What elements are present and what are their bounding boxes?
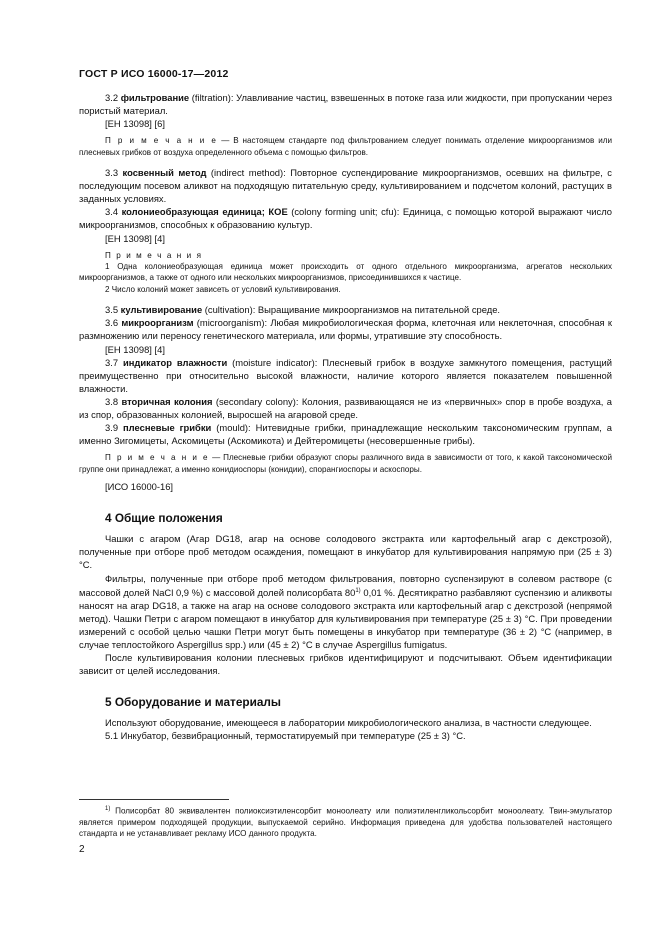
footnote-mark: 1) <box>105 806 111 812</box>
term-number: 3.3 <box>105 167 119 179</box>
section-4-heading: 4 Общие положения <box>105 511 223 526</box>
term-name: микроорганизм <box>121 317 194 329</box>
document-header: ГОСТ Р ИСО 16000-17—2012 <box>79 68 229 80</box>
term-3-7 <box>79 356 612 395</box>
term-number: 3.5 <box>105 304 119 316</box>
term-number: 3.2 <box>105 92 119 103</box>
section-4-paragraph-1: Чашки с агаром (Агар DG18, агар на основе солодового экстракта или картофельный агар с декстрозой), полученные при отборе проб методом осаждения, помещают в инкубатор для культивирования напрямую при (25 ± 3) °С. <box>79 533 612 571</box>
note-label: П р и м е ч а н и е <box>105 136 218 146</box>
term-name: индикатор влажности <box>123 356 228 368</box>
note-item-2: 2 Число колоний может зависеть от условий культивирования. <box>105 284 341 294</box>
term-name: фильтрование <box>120 92 190 103</box>
term-reference: [ИСО 16000-16] <box>105 481 174 493</box>
term-definition: (indirect method): Повторное суспендирование микроорганизмов, осевших на фильтре, с последующим посевом аликвот на подходящую питательную среду, культивированием и подсчетом колоний, растущих в заданных условиях. <box>79 167 612 205</box>
term-definition: (filtration): Улавливание частиц, взвешенных в потоке газа или жидкости, при пропускании через пористый материал. <box>79 92 613 117</box>
document-body <box>79 91 612 743</box>
term-number: 3.6 <box>105 317 119 329</box>
section-4-paragraph-3: После культивирования колонии плесневых грибков идентифицируют и подсчитывают. Объем идентификации зависит от целей исследования. <box>79 652 612 677</box>
term-name: колониеобразующая единица; КОЕ <box>121 206 288 218</box>
page-number: 2 <box>79 844 85 855</box>
term-number: 3.9 <box>105 422 119 434</box>
term-definition: (secondary colony): Колония, развивающаяся не из «первичных» спор в пробе воздуха, а из спор, образованных колонией, выросшей на агаровой среде. <box>79 395 613 421</box>
note-3-9 <box>79 452 612 475</box>
term-3-9 <box>79 421 612 447</box>
note-item-1: 1 Одна колониеобразующая единица может происходить от одного отдельного микроорганизма, агрегатов нескольких микроорганизмов, а также от одного или нескольких микроорганизмов, присоединившихся к частице. <box>79 262 612 283</box>
note-text: — Плесневые грибки образуют споры различного вида в зависимости от того, к какой таксономической группе они принадлежат, а именно конидиоспоры (конидии), спорангиоспоры и аскоспоры. <box>79 453 612 474</box>
footnote-divider <box>79 799 229 800</box>
term-name: вторичная колония <box>121 395 213 407</box>
term-name: косвенный метод <box>122 167 207 179</box>
term-reference: [ЕН 13098] [6] <box>105 118 165 130</box>
term-definition: (cultivation): Выращивание микроорганизмов на питательной среде. <box>202 304 501 316</box>
term-name: плесневые грибки <box>123 422 212 434</box>
term-name: культивирование <box>120 304 203 316</box>
term-definition: (moisture indicator): Плесневый грибок в воздухе замкнутого помещения, растущий преимущественно при относительно высокой влажности, наличие которого является показателем повышенной влажности. <box>79 356 612 394</box>
section-5-heading: 5 Оборудование и материалы <box>105 695 281 710</box>
footnote <box>79 804 612 839</box>
term-number: 3.4 <box>105 206 119 218</box>
term-reference: [ЕН 13098] [4] <box>105 343 165 355</box>
term-3-6 <box>79 316 612 342</box>
term-definition: (microorganism): Любая микробиологическая форма, клеточная или неклеточная, способная к размножению или переносу генетического материала, или формы, утратившие эту способность. <box>79 317 612 342</box>
term-3-4 <box>79 205 612 231</box>
section-5-item-5-1: 5.1 Инкубатор, безвибрационный, термостатируемый при температуре (25 ± 3) °С. <box>105 730 466 742</box>
note-text: — В настоящем стандарте под фильтрованием следует понимать отделение микроорганизмов или плесневых грибков от воздуха определенного объема с помощью фильтров. <box>79 136 612 157</box>
footnote-ref: 1) <box>355 587 361 594</box>
term-definition: (colony forming unit; cfu): Единица, с помощью которой выражают число микроорганизмов, способных к образованию культур. <box>79 206 612 231</box>
notes-label: П р и м е ч а н и я <box>105 250 203 260</box>
term-reference: [ЕН 13098] [4] <box>105 232 165 244</box>
section-5-paragraph-1: Используют оборудование, имеющееся в лаборатории микробиологического анализа, в частности следующее. <box>105 717 592 729</box>
term-3-5 <box>79 303 612 316</box>
term-definition: (mould): Нитевидные грибки, принадлежащие нескольким таксономическим группам, а именно Зигомицеты, Аскомицеты (Аскомикота) и Дейтеромицеты (несовершенные грибы). <box>79 422 612 447</box>
term-3-2 <box>79 91 612 117</box>
term-number: 3.7 <box>105 356 119 368</box>
term-number: 3.8 <box>105 395 119 407</box>
footnote-text: Полисорбат 80 эквивалентен полиоксиэтиленсорбит моноолеату или полиэтиленгликольсорбит моноолеату. Твин-эмульгатор является примером подходящей продукции, выпускаемой серийно. Информация приведена для удобства пользователей настоящего стандарта и не устанавливает рекламу ИСО данного продукта. <box>79 806 612 839</box>
term-3-3 <box>79 166 612 205</box>
note-label: П р и м е ч а н и е <box>105 453 210 463</box>
section-4-paragraph-2: Фильтры, полученные при отборе проб методом фильтрования, повторно суспензируют в солевом растворе (с массовой долей NaCl 0,9 %) с массовой долей полисорбата 80$^{1)}$ 0,01 %. Десятикратно разбавляют суспензию и аликвоты наносят на агар DG18, а также на агар на основе солодового экстракта или картофельный агар с декстрозой (непрямой метод). Чашки Петри с агаром помещают в инкубатор для культивирования при температуре (25 ± 3) °С. При проведении измерений с особой целью чашки Петри могут быть помещены в инкубатор при температуре (36 ± 2) °С (например, в случае теплостойкого Aspergillus spp.) или (45 ± 2) °С в случае Aspergillus fumigatus. <box>79 572 613 651</box>
note-3-2 <box>79 135 612 158</box>
term-3-8 <box>79 395 612 421</box>
